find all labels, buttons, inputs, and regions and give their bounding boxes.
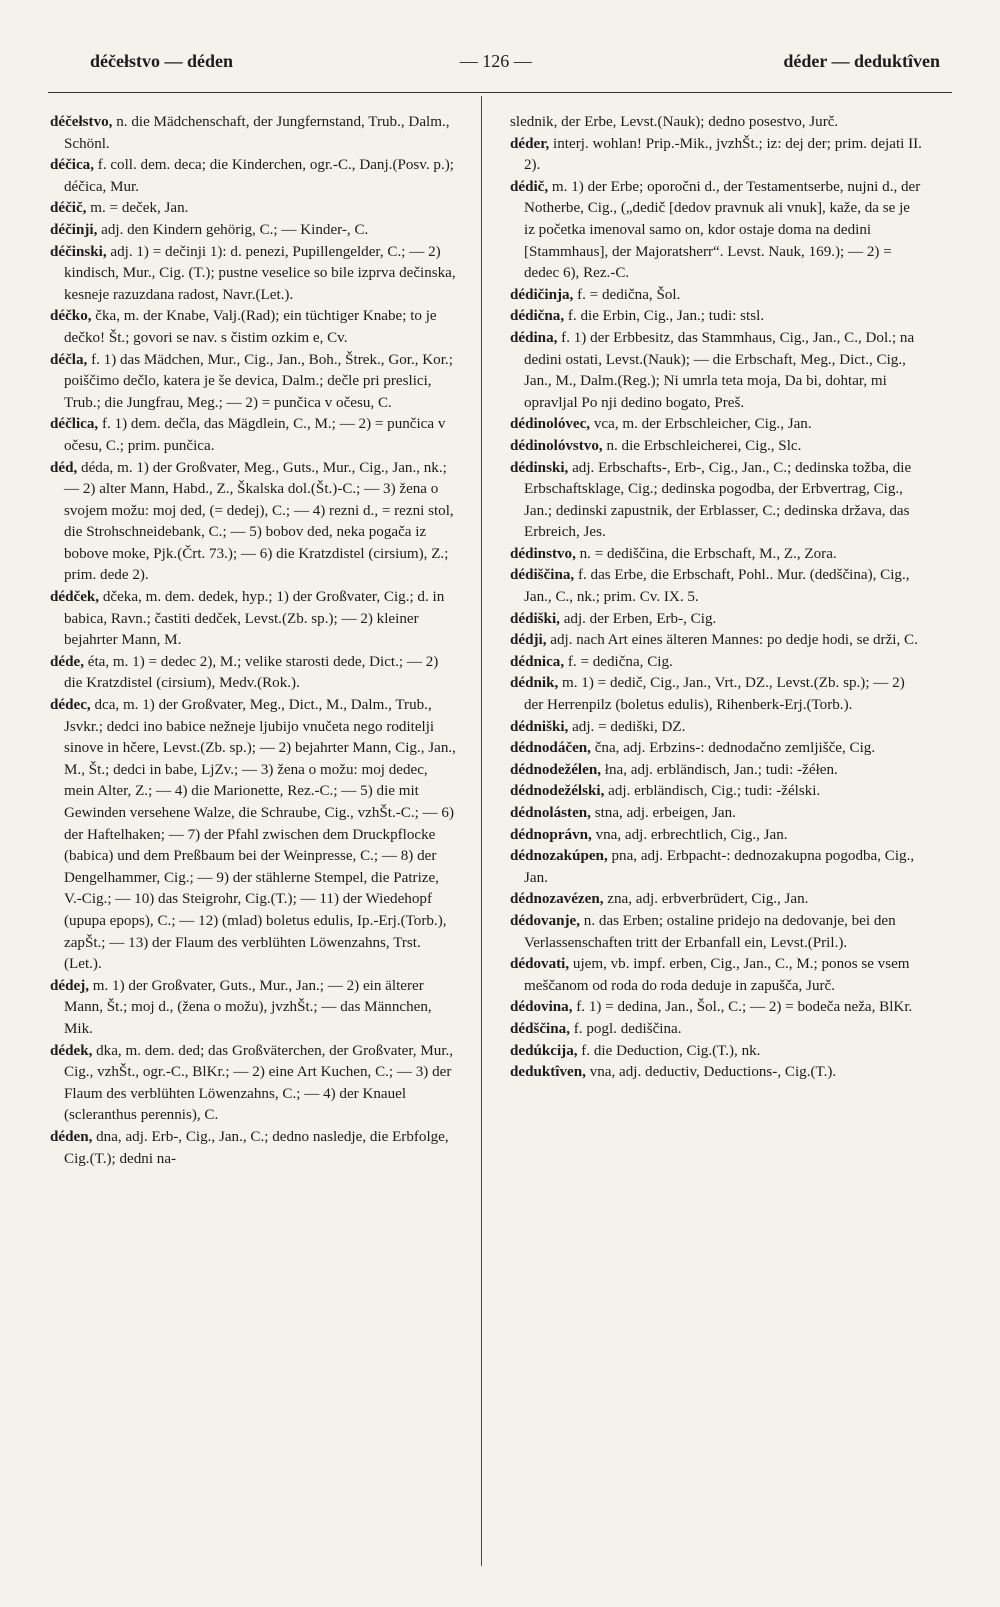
entry-headword: dédček, [50, 589, 100, 606]
entry-headword: déčica, [50, 157, 95, 174]
dictionary-entry [510, 112, 924, 134]
entry-definition: f. = dedična, Cig. [564, 653, 673, 670]
dictionary-entry [50, 652, 458, 695]
entry-definition: m. 1) = dedič, Cig., Jan., Vrt., DZ., Levst.(Zb. sp.); — 2) der Herrenpilz (boletus edulis), Rihenberk-Erj.(Torb.). [524, 675, 905, 714]
dictionary-entry [50, 458, 458, 588]
dictionary-entry [50, 242, 458, 307]
entry-definition: vca, m. der Erbschleicher, Cig., Jan. [590, 416, 812, 433]
page-number: — 126 — [459, 50, 532, 71]
entry-definition: adj. Erbschafts-, Erb-, Cig., Jan., C.; dedinska tožba, die Erbschaftsklage, Cig.; dedinska pogodba, der Erbvertrag, Cig., Jan.; dedinski zapustnik, der Erblasser, C.; dedinska država, das Erbreich, Jes. [524, 459, 912, 541]
entry-definition: zna, adj. erbverbrüdert, Cig., Jan. [603, 891, 809, 908]
entry-headword: dédej, [50, 977, 89, 994]
entry-definition: łna, adj. erbländisch, Jan.; tudi: -žéłen. [600, 761, 838, 778]
entry-headword: déčič, [50, 200, 87, 217]
entry-definition: vna, adj. erbrechtlich, Cig., Jan. [591, 826, 788, 843]
dictionary-entry [510, 673, 924, 716]
entry-headword: déčinji, [50, 221, 98, 238]
entry-headword: dédinolóvstvo, [510, 437, 603, 454]
entry-definition: f. die Erbin, Cig., Jan.; tudi: stsl. [564, 308, 765, 325]
dictionary-entry [50, 350, 458, 415]
entry-headword: dédovati, [510, 956, 570, 973]
entry-headword: dédnik, [510, 675, 559, 692]
entry-definition: vna, adj. deductiv, Deductions-, Cig.(T.). [585, 1064, 837, 1081]
entry-definition: f. pogl. dediščina. [569, 1020, 682, 1037]
entry-definition: adj. nach Art eines älteren Mannes: po dedje hodi, se drži, C. [546, 632, 918, 649]
entry-headword: déčlica, [50, 416, 99, 433]
dictionary-entry [510, 328, 924, 414]
dictionary-entry [510, 436, 924, 458]
entry-definition: adj. der Erben, Erb-, Cig. [559, 610, 717, 627]
entry-headword: dédnoprávn, [510, 826, 592, 843]
entry-definition: m. 1) der Großvater, Guts., Mur., Jan.; — 2) ein älterer Mann, Št.; moj d., (žena o možu), jvzhŠt.; — das Männchen, Mik. [64, 977, 432, 1037]
entry-headword: déčinski, [50, 243, 107, 260]
entry-headword: dédinski, [510, 459, 569, 476]
dictionary-entry [510, 565, 924, 608]
entry-definition: slednik, der Erbe, Levst.(Nauk); dedno posestvo, Jurč. [510, 114, 839, 130]
entry-definition: dca, m. 1) der Großvater, Meg., Dict., M., Dalm., Trub., Jsvkr.; dedci ino babice nežneje ljubijo vnučeta nego roditelji sinove in hčere, Levst.(Zb. sp.); — 2) bejahrter Mann, Cig., Jan., M., Št.; dedci in babe, LjZv.; — 3) žena o možu: moj dedec, mein Alter, Z.; — 4) die Marionette, Rez.-C.; — 5) die mit Gewinden versehene Walze, die Schraube, Cig., vzhŠt.-C.; — 6) der Haftelhaken; — 7) der Pfahl zwischen dem Druckpflocke (babica) und dem Preßbaum bei der Weinpresse, C.; — 8) der Dengelhammer, Cig.; — 9) der stählerne Stempel, die Patrize, V.-Cig.; — 10) das Steigrohr, Cig.(T.); — 11) der Wiedehopf (upupa epops), C.; — 12) (mlad) boletus edulis, Ip.-Erj.(Torb.), zapŠt.; — 13) der Flaum des verblühten Löwenzahns, Trst.(Let.). [64, 697, 456, 973]
dictionary-entry [510, 911, 924, 954]
entry-definition: m. = deček, Jan. [86, 200, 189, 217]
entry-headword: déd, [50, 459, 78, 476]
entry-definition: m. 1) der Erbe; oporočni d., der Testamentserbe, nujni d., der Notherbe, Cig., („dedič [dedov pravnuk ali vnuk], kaže, da se je iz početka imenoval samo on, kdor ostaje doma na dedini [Stammhaus], der Majoratsherr“. Levst. Nauk, 169.); — 2) = dedec 6), Rez.-C. [524, 178, 921, 282]
entry-definition: pna, adj. Erbpacht-: dednozakupna pogodba, Cig., Jan. [524, 848, 915, 886]
dictionary-entry [510, 1062, 924, 1084]
entry-headword: dédinstvo, [510, 545, 576, 562]
entry-headword: dédji, [510, 632, 547, 649]
entry-definition: adj. = dediški, DZ. [568, 718, 686, 735]
entry-headword: dédinolóvec, [510, 416, 591, 433]
entry-headword: dédnodežélski, [510, 783, 605, 800]
column-divider [481, 96, 482, 1566]
entry-definition: čka, m. der Knabe, Valj.(Rad); ein tüchtiger Knabe; to je dečko! Št.; govori se nav. s čistim ozkim e, Cv. [64, 308, 437, 346]
dictionary-entry [510, 954, 924, 997]
dictionary-entry [510, 652, 924, 674]
entry-definition: adj. den Kindern gehörig, C.; — Kinder-, C. [97, 221, 369, 238]
entry-headword: deduktîven, [510, 1064, 586, 1081]
dictionary-entry [510, 717, 924, 739]
dictionary-entry [510, 760, 924, 782]
entry-definition: éta, m. 1) = dedec 2), M.; velike starosti dede, Dict.; — 2) die Kratzdistel (cirsium), Medv.(Rok.). [64, 653, 439, 692]
entry-definition: n. die Erbschleicherei, Cig., Slc. [602, 437, 802, 454]
entry-definition: f. das Erbe, die Erbschaft, Pohl.. Mur. (dedščina), Cig., Jan., C., nk.; prim. Cv. IX. 5. [524, 567, 910, 606]
entry-headword: déčełstvo, [50, 114, 113, 130]
entry-definition: čna, adj. Erbzins-: dednodačno zemljišče, Cig. [590, 740, 876, 757]
dictionary-entry [510, 609, 924, 631]
dictionary-entry [50, 587, 458, 652]
header-left-guideword: déčełstvo — déden [90, 50, 233, 71]
entry-definition: f. 1) das Mädchen, Mur., Cig., Jan., Boh., Štrek., Gor., Kor.; poiščimo dečlo, katera je še devica, Dalm.; dečle pri preslici, Trub.; die Jungfrau, Meg.; — 2) = punčica v očesu, C. [64, 351, 453, 411]
dictionary-entry [50, 306, 458, 349]
entry-definition: adj. 1) = dečinji 1): d. penezi, Pupillengelder, C.; — 2) kindisch, Mur., Cig. (T.); pustne veselice so bile izprva dečinska, kesneje razuzdana radost, Navr.(Let.). [64, 243, 456, 303]
entry-headword: dédiški, [510, 610, 560, 627]
dictionary-entry [510, 306, 924, 328]
entry-headword: déde, [50, 653, 84, 670]
dictionary-entry [50, 695, 458, 976]
dictionary-entry [510, 630, 924, 652]
entry-headword: dédščina, [510, 1020, 570, 1037]
entry-definition: n. = dediščina, die Erbschaft, M., Z., Zora. [575, 545, 837, 562]
dictionary-entry [50, 1127, 458, 1170]
entry-headword: dédiščina, [510, 567, 575, 584]
entry-headword: dédec, [50, 697, 91, 714]
header-right-guideword: déder — deduktîven [783, 50, 941, 71]
right-column [510, 112, 924, 1084]
dictionary-entry [510, 738, 924, 760]
entry-headword: dédovanje, [510, 912, 581, 929]
dictionary-entry [510, 1041, 924, 1063]
dictionary-entry [510, 285, 924, 307]
dictionary-entry [50, 198, 458, 220]
entry-headword: dédek, [50, 1042, 93, 1059]
entry-definition: f. 1) = dedina, Jan., Šol., C.; — 2) = bodeča neža, BlKr. [572, 999, 913, 1016]
dictionary-entry [510, 414, 924, 436]
entry-headword: dédnozavézen, [510, 891, 604, 908]
dictionary-entry [510, 134, 924, 177]
entry-definition: adj. erbländisch, Cig.; tudi: -žélski. [604, 783, 821, 800]
page-header [48, 44, 952, 78]
entry-headword: déčla, [50, 351, 88, 368]
entry-headword: dédična, [510, 308, 565, 325]
entry-definition: déda, m. 1) der Großvater, Meg., Guts., Mur., Cig., Jan., nk.; — 2) alter Mann, Habd., Z., Škalska dol.(Št.)-C.; — 3) žena o svojem možu: moj ded, (= dedej), C.; — 4) rezni d., = rezni stol, die Strohschneidebank, C.; — 5) bobov ded, neka pogača iz bobove moke, Pjk.(Črt. 73.); — 6) die Kratzdistel (cirsium), Z.; prim. dede 2). [64, 459, 454, 584]
entry-headword: dédina, [510, 329, 558, 346]
dictionary-entry [50, 220, 458, 242]
dictionary-entry [510, 544, 924, 566]
dictionary-entry [50, 112, 458, 155]
entry-headword: dédič, [510, 178, 549, 195]
entry-headword: déder, [510, 135, 550, 152]
entry-headword: dedúkcija, [510, 1042, 578, 1059]
entry-definition: dčeka, m. dem. dedek, hyp.; 1) der Großvater, Cig.; d. in babica, Ravn.; častiti dedček, Levst.(Zb. sp.); — 2) kleiner bejahrter Mann, M. [64, 589, 445, 649]
dictionary-entry [510, 781, 924, 803]
entry-headword: déden, [50, 1128, 93, 1145]
dictionary-entry [510, 846, 924, 889]
dictionary-entry [510, 803, 924, 825]
dictionary-entry [50, 155, 458, 198]
left-column [50, 112, 458, 1170]
entry-definition: dka, m. dem. ded; das Großväterchen, der Großvater, Mur., Cig., vzhŠt., ogr.-C., BlKr.; — 2) eine Art Kuchen, C.; — 3) der Flaum des verblühten Löwenzahns, C.; — 4) der Knauel (scleranthus perennis), C. [64, 1042, 454, 1124]
entry-definition: f. = dedična, Šol. [573, 286, 681, 303]
entry-headword: déčko, [50, 308, 92, 325]
entry-headword: dédnolásten, [510, 805, 591, 821]
entry-definition: f. die Deduction, Cig.(T.), nk. [577, 1042, 761, 1059]
dictionary-entry [510, 889, 924, 911]
entry-headword: dédovina, [510, 999, 573, 1016]
entry-headword: dédičinja, [510, 286, 574, 303]
entry-headword: dédnodáčen, [510, 740, 591, 757]
entry-definition: n. die Mädchenschaft, der Jungfernstand, Trub., Dalm., Schönl. [64, 114, 450, 152]
entry-headword: dédnodežélen, [510, 761, 601, 778]
dictionary-entry [50, 414, 458, 457]
entry-definition: stna, adj. erbeigen, Jan. [590, 805, 736, 821]
entry-definition: interj. wohlan! Prip.-Mik., jvzhŠt.; iz: dej der; prim. dejati II. 2). [524, 135, 922, 174]
entry-headword: dédnica, [510, 653, 565, 670]
dictionary-entry [510, 1019, 924, 1041]
dictionary-entry [50, 976, 458, 1041]
dictionary-entry [510, 825, 924, 847]
entry-definition: dna, adj. Erb-, Cig., Jan., C.; dedno nasledje, die Erbfolge, Cig.(T.); dedni na- [64, 1128, 449, 1167]
entry-headword: dédniški, [510, 718, 569, 735]
entry-headword: dédnozakúpen, [510, 848, 608, 865]
entry-definition: n. das Erben; ostaline pridejo na dedovanje, bei den Verlassenschaften tritt der Erbanfall ein, Levst.(Pril.). [524, 912, 896, 951]
entry-definition: ujem, vb. impf. erben, Cig., Jan., C., M.; ponos se vsem meščanom od roda do roda deduje in zapušča, Jurč. [524, 956, 910, 994]
header-rule [48, 92, 952, 93]
dictionary-entry [510, 997, 924, 1019]
dictionary-entry [50, 1041, 458, 1127]
entry-definition: f. 1) dem. dečla, das Mägdlein, C., M.; — 2) = punčica v očesu, C.; prim. punčica. [64, 416, 446, 454]
entry-definition: f. coll. dem. deca; die Kinderchen, ogr.-C., Danj.(Posv. p.); déčica, Mur. [64, 157, 454, 195]
entry-definition: f. 1) der Erbbesitz, das Stammhaus, Cig., Jan., C., Dol.; na dedini ostati, Levst.(Nauk); — die Erbschaft, Meg., Dict., Cig., Jan., M., Dalm.(Reg.); Ni umrla teta moja, Da bi, dohtar, mi opravljal Po nji dedino bogato, Preš. [524, 329, 915, 411]
dictionary-entry [510, 458, 924, 544]
dictionary-entry [510, 177, 924, 285]
